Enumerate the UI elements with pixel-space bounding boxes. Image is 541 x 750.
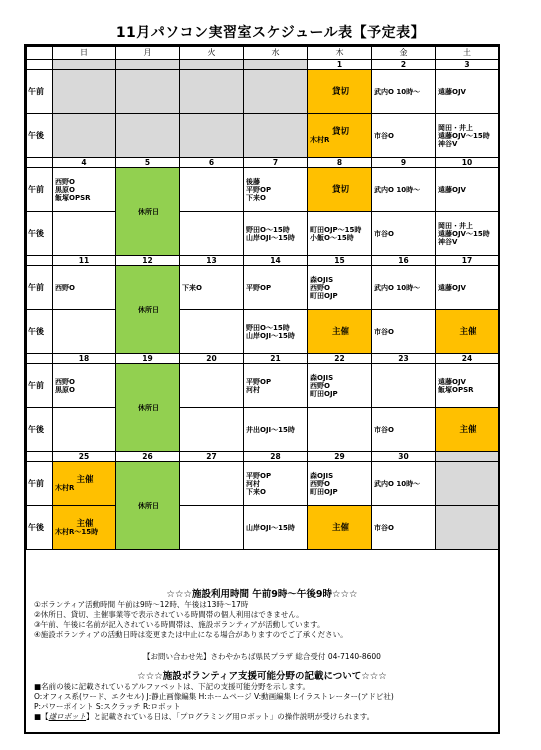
date-number: 1 [308, 60, 372, 70]
date-number: 29 [308, 452, 372, 462]
schedule-cell [436, 462, 499, 506]
volunteer-names: 森OJIS 西野O 町田OJP [310, 275, 338, 300]
schedule-row-am [27, 168, 499, 212]
event-type-label: 貸切 [331, 86, 349, 97]
date-number: 15 [308, 256, 372, 266]
event-type-label: 主催 [331, 522, 349, 533]
support-title: ☆☆☆施設ボランティア支援可能分野の記載について☆☆☆ [137, 671, 387, 682]
robot-suffix: 】と記載されている日は、「プログラミング用ロボット」の操作説明が受けられます。 [86, 712, 375, 721]
schedule-row-am [27, 462, 499, 506]
schedule-cell [244, 266, 308, 310]
schedule-cell [116, 266, 180, 354]
schedule-cell [436, 114, 499, 158]
schedule-cell [244, 506, 308, 550]
date-row [27, 452, 499, 462]
schedule-table [26, 46, 499, 550]
schedule-cell [180, 310, 244, 354]
schedule-cell [436, 506, 499, 550]
date-number: 12 [116, 256, 180, 266]
day-header: 土 [436, 47, 499, 60]
date-number: 10 [436, 158, 499, 168]
date-number [180, 60, 244, 70]
volunteer-names: 町田OJP～15時 小飯O～15時 [310, 225, 362, 242]
date-number: 11 [53, 256, 116, 266]
schedule-cell [244, 364, 308, 408]
volunteer-names: 平野OP 河村 [246, 377, 272, 394]
date-number: 30 [372, 452, 436, 462]
volunteer-names: 平野OP [246, 283, 272, 292]
schedule-cell [116, 70, 180, 114]
pm-label: 午後 [27, 310, 53, 354]
schedule-cell [372, 168, 436, 212]
volunteer-names: 下来O [182, 283, 202, 292]
date-number: 2 [372, 60, 436, 70]
volunteer-names: 平野OP 河村 下来O [246, 471, 272, 496]
schedule-cell [372, 70, 436, 114]
schedule-cell [244, 462, 308, 506]
date-number: 28 [244, 452, 308, 462]
schedule-cell [308, 168, 372, 212]
volunteer-names: 木村R～15時 [55, 527, 99, 536]
schedule-cell [308, 212, 372, 256]
closed-day-label: 休所日 [138, 207, 159, 216]
date-number: 13 [180, 256, 244, 266]
date-row [27, 354, 499, 364]
date-number: 7 [244, 158, 308, 168]
day-of-week-header [27, 47, 499, 60]
day-header: 木 [308, 47, 372, 60]
date-number: 27 [180, 452, 244, 462]
schedule-cell [180, 70, 244, 114]
schedule-cell [308, 364, 372, 408]
date-number: 26 [116, 452, 180, 462]
schedule-cell [372, 408, 436, 452]
note-line-4: ④施設ボランティアの活動日時は変更または中止になる場合がありますのでご了承ください。 [34, 630, 348, 639]
volunteer-names: 木村R [55, 483, 75, 492]
date-number [436, 452, 499, 462]
schedule-cell [116, 168, 180, 256]
closed-day-label: 休所日 [138, 305, 159, 314]
schedule-cell [436, 212, 499, 256]
am-label: 午前 [27, 168, 53, 212]
volunteer-names: 遠藤OJV [438, 283, 466, 292]
page-title: 11月パソコン実習室スケジュール表【予定表】 [115, 25, 426, 41]
schedule-cell [180, 462, 244, 506]
event-type-label: 貸切 [331, 184, 349, 195]
schedule-cell [372, 114, 436, 158]
date-number: 20 [180, 354, 244, 364]
robot-word: 遂ロボット [48, 712, 87, 721]
schedule-cell [436, 168, 499, 212]
volunteer-names: 西野O [55, 283, 75, 292]
volunteer-names: 市谷O [374, 229, 394, 238]
pm-label: 午後 [27, 408, 53, 452]
schedule-grid [26, 46, 499, 550]
date-number: 16 [372, 256, 436, 266]
schedule-cell [436, 408, 499, 452]
day-header: 日 [53, 47, 116, 60]
schedule-row-am [27, 364, 499, 408]
schedule-cell [244, 408, 308, 452]
pm-label: 午後 [27, 506, 53, 550]
schedule-cell [180, 114, 244, 158]
volunteer-names: 市谷O [374, 131, 394, 140]
date-row [27, 256, 499, 266]
am-label: 午前 [27, 462, 53, 506]
day-header: 月 [116, 47, 180, 60]
schedule-cell [180, 408, 244, 452]
schedule-cell [308, 70, 372, 114]
schedule-cell [308, 310, 372, 354]
note-line-3: ③午前、午後に名前が記入されている時間帯は、施設ボランティアが活動しています。 [34, 620, 325, 629]
schedule-cell [308, 408, 372, 452]
volunteer-names: 西野O 黒原O 飯塚OPSR [55, 177, 91, 202]
event-type-label: 主催 [459, 424, 477, 435]
volunteer-names: 遠藤OJV 飯塚OPSR [438, 377, 474, 394]
hours-title: ☆☆☆施設利用時間 午前9時～午後9時☆☆☆ [166, 589, 358, 600]
schedule-row-pm [27, 506, 499, 550]
date-number: 5 [116, 158, 180, 168]
robot-note [26, 712, 498, 722]
schedule-cell [116, 114, 180, 158]
schedule-cell [180, 364, 244, 408]
schedule-cell [53, 462, 116, 506]
schedule-frame [24, 44, 500, 734]
volunteer-names: 市谷O [374, 327, 394, 336]
volunteer-names: 市谷O [374, 425, 394, 434]
schedule-cell [244, 168, 308, 212]
volunteer-names: 井出OJI～15時 [246, 425, 295, 434]
day-header: 火 [180, 47, 244, 60]
pm-label: 午後 [27, 114, 53, 158]
event-type-label: 主催 [459, 326, 477, 337]
volunteer-names: 岡田・井上 遠藤OJV～15時 神谷V [438, 221, 490, 246]
date-corner [27, 256, 53, 266]
schedule-cell [372, 364, 436, 408]
schedule-cell [244, 70, 308, 114]
date-corner [27, 158, 53, 168]
schedule-cell [244, 212, 308, 256]
schedule-row-am [27, 266, 499, 310]
schedule-cell [53, 364, 116, 408]
date-number: 6 [180, 158, 244, 168]
day-header: 水 [244, 47, 308, 60]
am-label: 午前 [27, 70, 53, 114]
date-number [53, 60, 116, 70]
robot-prefix: ■【 [34, 712, 49, 721]
schedule-cell [53, 408, 116, 452]
schedule-cell [372, 266, 436, 310]
closed-day-label: 休所日 [138, 501, 159, 510]
schedule-cell [53, 168, 116, 212]
schedule-cell [436, 310, 499, 354]
schedule-cell [116, 364, 180, 452]
schedule-cell [244, 114, 308, 158]
pm-label: 午後 [27, 212, 53, 256]
schedule-row-pm [27, 212, 499, 256]
volunteer-names: 市谷O [374, 523, 394, 532]
date-number [244, 60, 308, 70]
schedule-cell [372, 212, 436, 256]
date-number: 19 [116, 354, 180, 364]
schedule-cell [53, 70, 116, 114]
schedule-cell [372, 310, 436, 354]
support-line-1: ■名前の後に記載されているアルファベットは、下記の支援可能分野を示します。 [34, 682, 311, 691]
volunteer-names: 武内O 10時～ [374, 87, 421, 96]
volunteer-names: 森OJIS 西野O 町田OJP [310, 373, 338, 398]
corner-cell [27, 47, 53, 60]
schedule-row-pm [27, 408, 499, 452]
schedule-cell [244, 310, 308, 354]
date-number: 22 [308, 354, 372, 364]
schedule-cell [180, 506, 244, 550]
schedule-cell [53, 212, 116, 256]
schedule-cell [53, 266, 116, 310]
schedule-cell [53, 310, 116, 354]
date-row [27, 158, 499, 168]
date-number: 3 [436, 60, 499, 70]
date-number: 25 [53, 452, 116, 462]
date-number: 21 [244, 354, 308, 364]
schedule-row-pm [27, 310, 499, 354]
note-line-1: ①ボランティア活動時間 午前は9時～12時、午後は13時～17時 [34, 600, 249, 609]
schedule-cell [436, 70, 499, 114]
volunteer-names: 遠藤OJV [438, 185, 466, 194]
date-corner [27, 60, 53, 70]
volunteer-names: 野田O～15時 山岸OJI～15時 [246, 225, 295, 242]
event-type-label: 貸切 [331, 126, 349, 137]
schedule-cell [180, 168, 244, 212]
date-corner [27, 452, 53, 462]
support-line-3: P:パワーポイント S:スクラッチ R:ロボット [34, 702, 181, 711]
schedule-cell [308, 266, 372, 310]
date-number: 4 [53, 158, 116, 168]
schedule-cell [180, 266, 244, 310]
closed-day-label: 休所日 [138, 403, 159, 412]
volunteer-names: 遠藤OJV [438, 87, 466, 96]
volunteer-names: 武内O 10時～ [374, 185, 421, 194]
note-line-2: ②休所日、貸切、主催事業等で表示されている時間帯の個人利用はできません。 [34, 610, 304, 619]
volunteer-names: 武内O 10時～ [374, 283, 421, 292]
schedule-cell [308, 114, 372, 158]
schedule-cell [372, 462, 436, 506]
event-type-label: 主催 [331, 326, 349, 337]
date-number: 24 [436, 354, 499, 364]
schedule-cell [53, 114, 116, 158]
event-type-label: 主催 [76, 474, 94, 485]
am-label: 午前 [27, 266, 53, 310]
volunteer-names: 森OJIS 西野O 町田OJP [310, 471, 338, 496]
date-number [116, 60, 180, 70]
date-row [27, 60, 499, 70]
am-label: 午前 [27, 364, 53, 408]
schedule-cell [116, 462, 180, 550]
schedule-row-am [27, 70, 499, 114]
date-number: 18 [53, 354, 116, 364]
contact-info: 【お問い合わせ先】さわやかちば県民プラザ 総合受付 04-7140-8600 [143, 652, 381, 661]
volunteer-names: 山岸OJI～15時 [246, 523, 295, 532]
schedule-cell [308, 506, 372, 550]
day-header: 金 [372, 47, 436, 60]
schedule-row-pm [27, 114, 499, 158]
volunteer-names: 岡田・井上 遠藤OJV～15時 神谷V [438, 123, 490, 148]
schedule-cell [308, 462, 372, 506]
volunteer-names: 武内O 10時～ [374, 479, 421, 488]
volunteer-names: 野田O～15時 山岸OJI～15時 [246, 323, 295, 340]
date-number: 17 [436, 256, 499, 266]
volunteer-names: 木村R [310, 135, 330, 144]
date-number: 8 [308, 158, 372, 168]
date-number: 14 [244, 256, 308, 266]
volunteer-names: 後藤 平野OP 下来O [246, 177, 272, 202]
schedule-cell [436, 266, 499, 310]
date-number: 9 [372, 158, 436, 168]
support-line-2: O:オフィス系(ワード、エクセル) J:静止画像編集 H:ホームページ V:動画編集 I:イラストレーター(アドビ社) [34, 692, 394, 701]
schedule-cell [372, 506, 436, 550]
schedule-cell [436, 364, 499, 408]
date-number: 23 [372, 354, 436, 364]
date-corner [27, 354, 53, 364]
schedule-cell [180, 212, 244, 256]
notes-section [26, 586, 498, 722]
schedule-cell [53, 506, 116, 550]
event-type-label: 主催 [76, 518, 94, 529]
volunteer-names: 西野O 黒原O [55, 377, 75, 394]
